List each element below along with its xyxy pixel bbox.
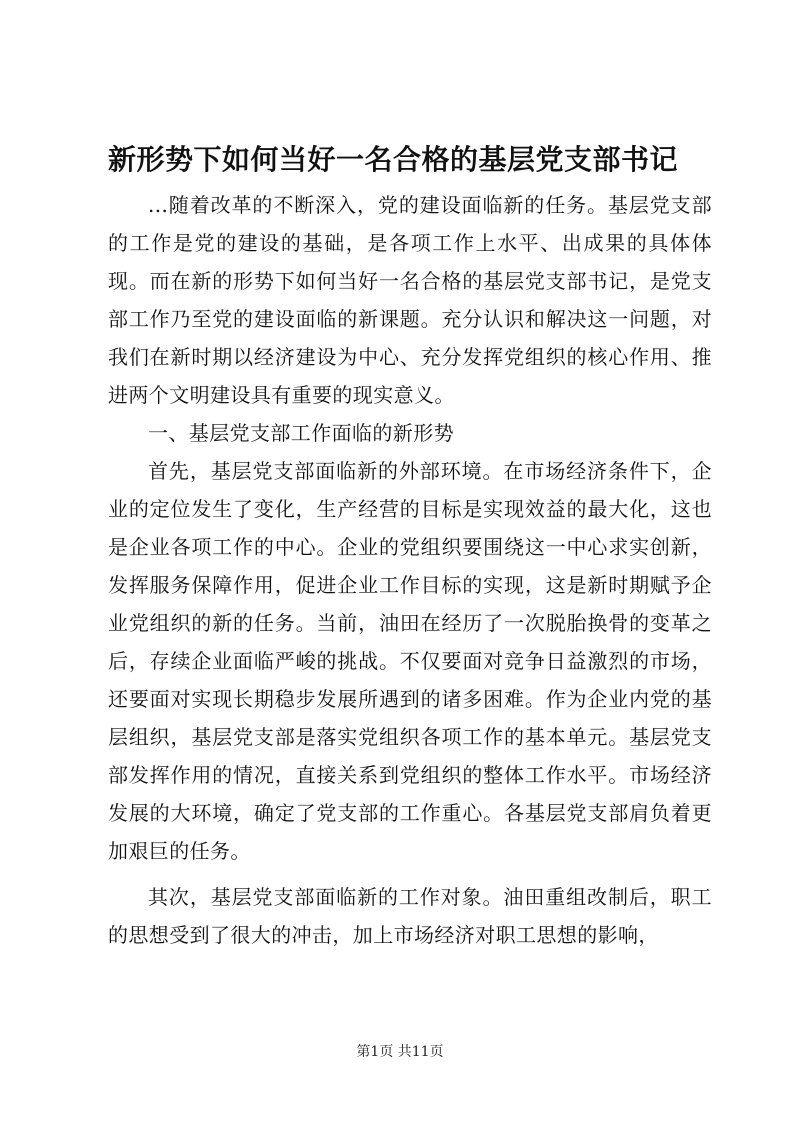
document-body — [108, 186, 712, 954]
paragraph-intro: ...随着改革的不断深入，党的建设面临新的任务。基层党支部的工作是党的建设的基础，是各项工作上水平、出成果的具体体现。而在新的形势下如何当好一名合格的基层党支部书记，是党支部工作乃至党的建设面临的新课题。充分认识和解决这一问题，对我们在新时期以经济建设为中心、充分发挥党组织的核心作用、推进两个文明建设具有重要的现实意义。 — [108, 193, 712, 407]
section-heading-1: 一、基层党支部工作面临的新形势 — [148, 421, 454, 445]
page-footer: 第1页 共11页 — [356, 1044, 444, 1060]
paragraph-first: 首先，基层党支部面临新的外部环境。在市场经济条件下，企业的定位发生了变化，生产经营的目标是实现效益的最大化，这也是企业各项工作的中心。企业的党组织要围绕这一中心求实创新，发挥服务保障作用，促进企业工作目标的实现，这是新时期赋予企业党组织的新的任务。当前，油田在经历了一次脱胎换骨的变革之后，存续企业面临严峻的挑战。不仅要面对竞争日益激烈的市场，还要面对实现长期稳步发展所遇到的诸多困难。作为企业内党的基层组织，基层党支部是落实党组织各项工作的基本单元。基层党支部发挥作用的情况，直接关系到党组织的整体工作水平。市场经济发展的大环境，确定了党支部的工作重心。各基层党支部肩负着更加艰巨的任务。 — [108, 459, 712, 863]
document-title: 新形势下如何当好一名合格的基层党支部书记 — [108, 143, 679, 176]
paragraph-second: 其次，基层党支部面临新的工作对象。油田重组改制后，职工的思想受到了很大的冲击，加上市场经济对职工思想的影响， — [108, 885, 712, 947]
